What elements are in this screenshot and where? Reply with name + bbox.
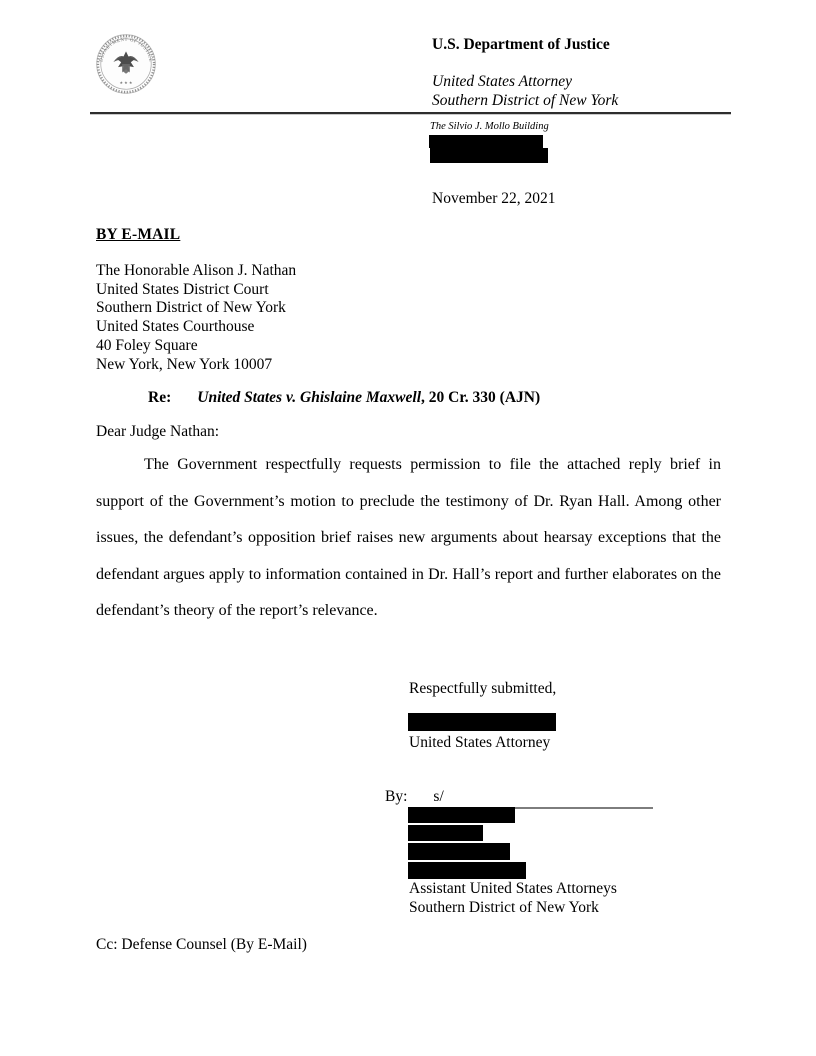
- attorneys-block: [409, 880, 617, 917]
- letterhead-office: [432, 72, 618, 110]
- delivery-method: BY E-MAIL: [96, 226, 181, 243]
- signer-title: United States Attorney: [409, 734, 551, 751]
- by-label: By:: [385, 788, 408, 805]
- redaction-bar: [408, 862, 526, 879]
- case-number: , 20 Cr. 330 (AJN): [421, 389, 541, 406]
- closing-line: Respectfully submitted,: [409, 680, 557, 697]
- redaction-bar: [430, 148, 548, 163]
- re-label: Re:: [148, 389, 172, 406]
- attorneys-title: Assistant United States Attorneys: [409, 880, 617, 897]
- letterhead-divider: [90, 112, 731, 115]
- redaction-bar: [408, 807, 515, 823]
- recipient-line: New York, New York 10007: [96, 355, 273, 373]
- redaction-bar: [408, 713, 556, 731]
- building-name: The Silvio J. Mollo Building: [430, 121, 549, 132]
- recipient-line: United States District Court: [96, 280, 269, 298]
- department-of-justice-seal-icon: [94, 32, 158, 96]
- recipient-line: Southern District of New York: [96, 299, 286, 317]
- office-line: United States Attorney: [432, 73, 573, 90]
- district-line: Southern District of New York: [432, 92, 619, 109]
- redaction-bar: [408, 825, 483, 841]
- recipient-line: 40 Foley Square: [96, 336, 198, 354]
- letter-date: November 22, 2021: [432, 190, 556, 207]
- recipient-address-block: [96, 262, 296, 374]
- recipient-line: The Honorable Alison J. Nathan: [96, 262, 297, 279]
- cc-line: Cc: Defense Counsel (By E-Mail): [96, 936, 307, 953]
- redaction-bar: [429, 135, 543, 148]
- seal-stars: ★ ★ ★: [119, 79, 133, 85]
- re-line: [96, 389, 720, 407]
- recipient-line: United States Courthouse: [96, 318, 255, 336]
- salutation: Dear Judge Nathan:: [96, 423, 220, 440]
- case-name: United States v. Ghislaine Maxwell: [197, 389, 422, 406]
- seal-rim-text: DEPARTMENT OF JUSTICE: [99, 37, 153, 63]
- attorneys-district: Southern District of New York: [409, 898, 599, 916]
- by-signature-row: [385, 788, 653, 809]
- s-slash: s/: [433, 788, 444, 805]
- signature-line: [413, 788, 653, 809]
- redaction-bar: [408, 843, 510, 860]
- body-paragraph: The Government respectfully requests permission to file the attached reply brief in support of the Government’s motion to preclude the testimony of Dr. Ryan Hall. Among other issues, the defendant’s opposition brief raises new arguments about hearsay exceptions that the defendant argues apply to information contained in Dr. Hall’s report and further elaborates on the defendant’s theory of the report’s relevance.: [96, 456, 721, 620]
- agency-title: U.S. Department of Justice: [432, 36, 610, 53]
